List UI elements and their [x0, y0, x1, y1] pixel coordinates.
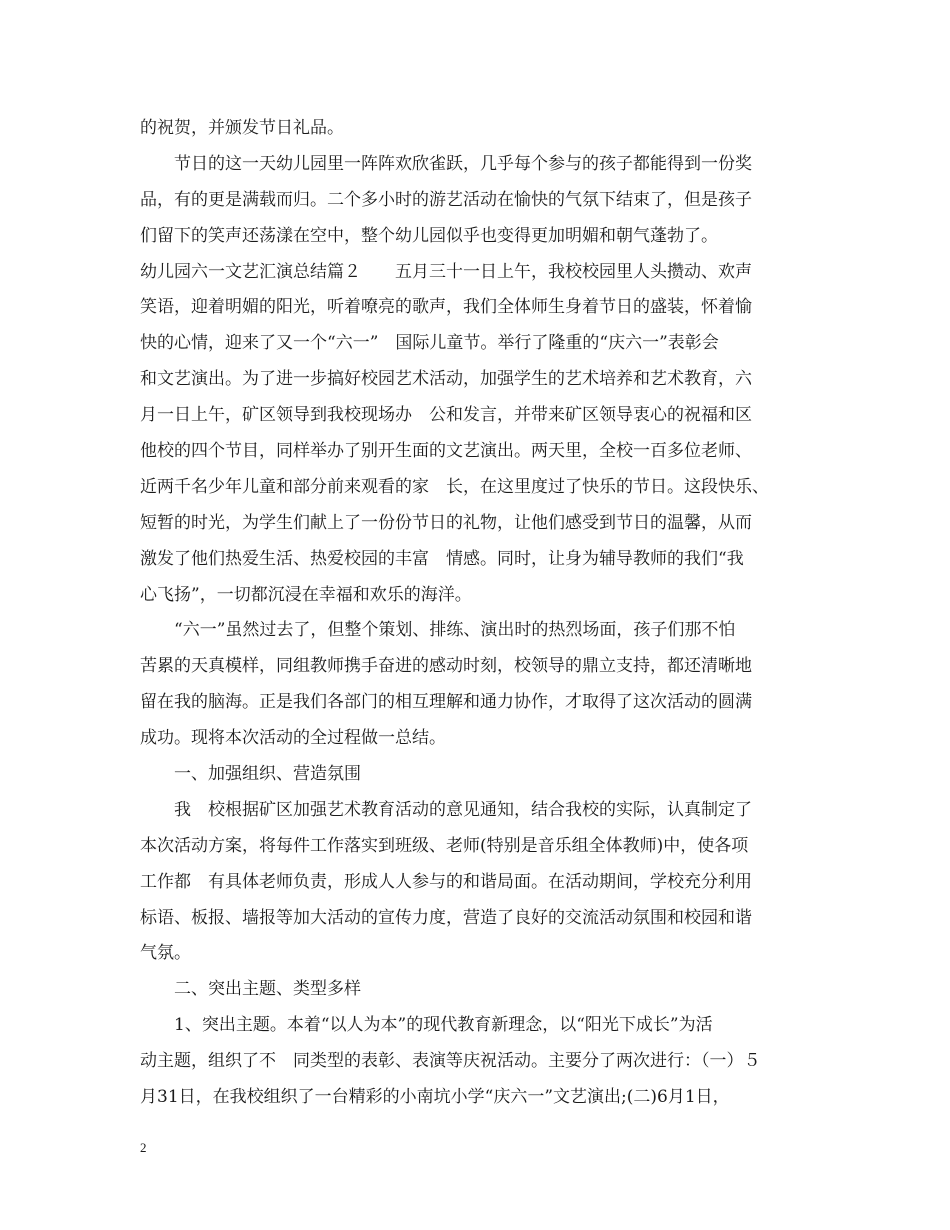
text-line: 们留下的笑声还荡漾在空中，整个幼儿园似乎也变得更加明媚和朝气蓬勃了。 [140, 225, 718, 246]
text-line: 苦累的天真模样，同组教师携手奋进的感动时刻，校领导的鼎立支持，都还清晰地 [140, 656, 752, 677]
text-line: 笑语，迎着明媚的阳光，听着嘹亮的歌声，我们全体师生身着节日的盛装，怀着愉 [140, 297, 752, 318]
text-line: 激发了他们热爱生活、热爱校园的丰富 情感。同时，让身为辅导教师的我们“我 [140, 548, 744, 569]
text-line: 快的心情，迎来了又一个“六一” 国际儿童节。举行了隆重的“庆六一”表彰会 [140, 333, 719, 354]
text-line: 品，有的更是满载而归。二个多小时的游艺活动在愉快的气氛下结束了，但是孩子 [140, 189, 752, 210]
text-line: 月31日，在我校组织了一台精彩的小南坑小学“庆六一”文艺演出;(二)6月1日， [140, 1087, 730, 1108]
text-line: 短暂的时光，为学生们献上了一份份节日的礼物，让他们感受到节日的温馨，从而 [140, 512, 752, 533]
text-line: 节日的这一天幼儿园里一阵阵欢欣雀跃，几乎每个参与的孩子都能得到一份奖 [174, 153, 752, 174]
text-line: 成功。现将本次活动的全过程做一总结。 [140, 728, 446, 749]
text-line: 1、突出主题。本着“以人为本”的现代教育新理念，以“阳光下成长”为活 [174, 1015, 713, 1036]
text-line: 本次活动方案，将每件工作落实到班级、老师(特别是音乐组全体教师)中，使各项 [140, 835, 749, 856]
text-line: 工作都 有具体老师负责，形成人人参与的和谐局面。在活动期间，学校充分利用 [140, 871, 752, 892]
text-line: 心飞扬”，一切都沉浸在幸福和欢乐的海洋。 [140, 584, 472, 605]
page-number: 2 [140, 1140, 147, 1155]
subheading-line: 二、突出主题、类型多样 [174, 979, 361, 1000]
text-line: 近两千名少年儿童和部分前来观看的家 长，在这里度过了快乐的节日。这段快乐、 [140, 476, 769, 497]
text-line: “六一”虽然过去了，但整个策划、排练、演出时的热烈场面，孩子们那不怕 [174, 620, 736, 641]
text-line: 标语、板报、墙报等加大活动的宣传力度，营造了良好的交流活动氛围和校园和谐 [140, 907, 752, 928]
section-heading-line: 幼儿园六一文艺汇演总结篇２ 五月三十一日上午，我校校园里人头攒动、欢声 [140, 261, 752, 282]
text-line: 的祝贺，并颁发节日礼品。 [140, 118, 344, 138]
text-line: 和文艺演出。为了进一步搞好校园艺术活动，加强学生的艺术培养和艺术教育，六 [140, 369, 752, 390]
text-line: 他校的四个节目，同样举办了别开生面的文艺演出。两天里，全校一百多位老师、 [140, 441, 752, 462]
text-line: 气氛。 [140, 943, 191, 964]
text-line: 我 校根据矿区加强艺术教育活动的意见通知，结合我校的实际，认真制定了 [174, 799, 752, 820]
text-line: 留在我的脑海。正是我们各部门的相互理解和通力协作，才取得了这次活动的圆满 [140, 692, 752, 713]
text-line: 月一日上午，矿区领导到我校现场办 公和发言，并带来矿区领导衷心的祝福和区 [140, 405, 752, 426]
subheading-line: 一、加强组织、营造氛围 [174, 764, 361, 785]
document-body [140, 111, 815, 1116]
text-line: 动主题，组织了不 同类型的表彰、表演等庆祝活动。主要分了两次进行：（一）５ [140, 1051, 761, 1072]
